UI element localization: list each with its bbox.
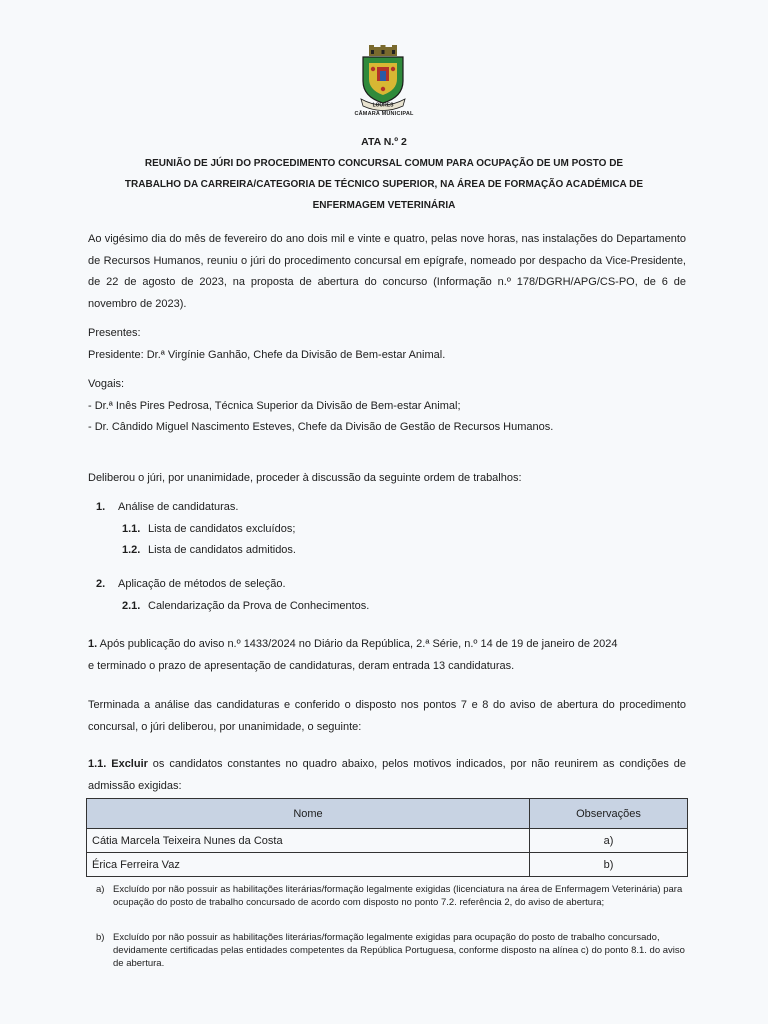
- footnote: [96, 931, 686, 970]
- exclude-label: 1.1. Excluir: [88, 758, 148, 770]
- municipal-crest-logo: [355, 45, 411, 111]
- footnote-label: a): [96, 884, 105, 895]
- exclude-paragraph: 1.1. Excluir os candidatos constantes no quadro abaixo, pelos motivos indicados, por não reunirem as condições de admissão exigidas:: [88, 758, 686, 792]
- vogal-line: - Dr.ª Inês Pires Pedrosa, Técnica Superior da Divisão de Bem-estar Animal;: [88, 399, 461, 412]
- crest-caption: CÂMARA MUNICIPAL: [354, 111, 414, 117]
- agenda-subitem: 1.2. Lista de candidatos admitidos.: [122, 544, 296, 556]
- present-members: [88, 323, 686, 366]
- present-label: Presentes:: [88, 327, 141, 339]
- svg-text:LOURES: LOURES: [372, 102, 394, 109]
- agenda-item: 2. Aplicação de métodos de seleção.: [96, 578, 286, 590]
- heading-line: ENFERMAGEM VETERINÁRIA: [312, 200, 456, 211]
- column-header-name: Nome: [87, 799, 530, 829]
- point-number: 1.: [88, 638, 98, 650]
- column-header-observations: Observações: [530, 799, 688, 829]
- vogais-block: [88, 374, 686, 439]
- minutes-number: ATA N.º 2: [361, 136, 407, 148]
- heading-line: REUNIÃO DE JÚRI DO PROCEDIMENTO CONCURSAL COMUM PARA OCUPAÇÃO DE UM POSTO DE: [144, 158, 624, 169]
- intro-paragraph: Ao vigésimo dia do mês de fevereiro do ano dois mil e vinte e quatro, pelas nove horas, nas instalações do Departamento de Recursos Humanos, reuniu o júri do procedimento concursal em epígrafe, nomeado por despacho da Vice-Presidente, de 22 de agosto de 2023, na proposta de abertura do concurso (Informação n.º 178/DGRH/APG/CS-PO, de 6 de novembro de 2023).: [88, 233, 686, 310]
- agenda-item: 1. Análise de candidaturas.: [96, 501, 239, 513]
- point-1-paragraph: 1. Após publicação do aviso n.º 1433/2024 no Diário da República, 2.ª Série, n.º 14 de 19 de janeiro de 2024 e terminado o prazo de apresentação de candidaturas, deram entrada 13 candidaturas.: [88, 638, 618, 672]
- candidate-name: Cátia Marcela Teixeira Nunes da Costa: [87, 829, 530, 853]
- table-row: [87, 853, 688, 877]
- footnote-text: Excluído por não possuir as habilitações literárias/formação legalmente exigidas (licenciatura na área de Enfermagem Veterinária) para ocupação do posto de trabalho concursado de acordo com disposto no ponto 7.2. referência 2, do aviso de abertura;: [113, 884, 683, 908]
- heading-line: TRABALHO DA CARREIRA/CATEGORIA DE TÉCNICO SUPERIOR, NA ÁREA DE FORMAÇÃO ACADÉMICA DE: [124, 179, 644, 190]
- agenda-subitem: 1.1. Lista de candidatos excluídos;: [122, 523, 296, 535]
- president-line: Presidente: Dr.ª Virgínie Ganhão, Chefe da Divisão de Bem-estar Animal.: [88, 348, 446, 361]
- footnote-text: Excluído por não possuir as habilitações literárias/formação legalmente exigidas para ocupação do posto de trabalho concursado, devidamente certificadas pelas entidades competentes da República Portuguesa, conforme disposto na alínea c) do ponto 8.1. do aviso de abertura.: [113, 932, 685, 969]
- vogal-line: - Dr. Cândido Miguel Nascimento Esteves, Chefe da Divisão de Gestão de Recursos Humanos.: [88, 421, 554, 433]
- candidate-observation: b): [530, 853, 688, 877]
- table-header-row: [87, 799, 688, 829]
- table-row: [87, 829, 688, 853]
- footnote: [96, 883, 686, 909]
- candidate-observation: a): [530, 829, 688, 853]
- agenda-subitem: 2.1. Calendarização da Prova de Conhecimentos.: [122, 600, 370, 612]
- agenda-intro: Deliberou o júri, por unanimidade, proceder à discussão da seguinte ordem de trabalhos:: [88, 472, 522, 484]
- excluded-candidates-table: [86, 798, 688, 877]
- analysis-paragraph: Terminada a análise das candidaturas e conferido o disposto nos pontos 7 e 8 do aviso de abertura do procedimento concursal, o júri deliberou, por unanimidade, o seguinte:: [88, 699, 686, 733]
- candidate-name: Érica Ferreira Vaz: [87, 853, 530, 877]
- footnote-label: b): [96, 932, 105, 943]
- document-heading: [80, 153, 688, 216]
- vogais-label: Vogais:: [88, 378, 125, 390]
